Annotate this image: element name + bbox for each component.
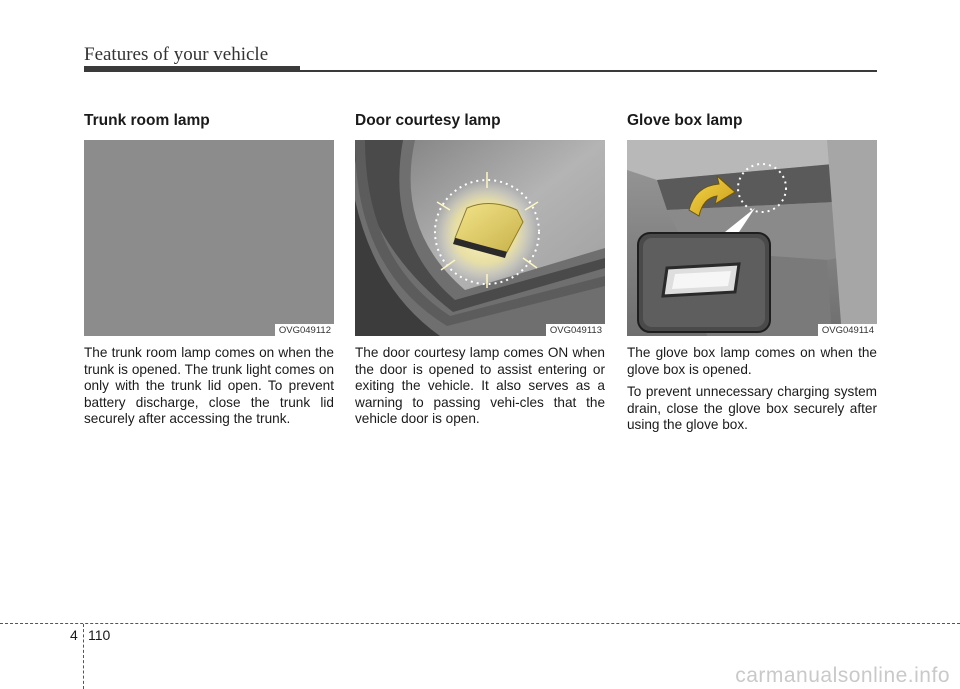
body-paragraph: The trunk room lamp comes on when the trunk is opened. The trunk light comes on only with the trunk lid open. To prevent battery discharge, close the trunk lid securely after accessing the trunk. xyxy=(84,345,334,427)
door-lamp-image xyxy=(355,140,605,336)
section-title: Glove box lamp xyxy=(627,112,743,129)
page-number: 110 xyxy=(88,627,111,643)
body-paragraph: To prevent unnecessary charging system drain, close the glove box securely after using the glove box. xyxy=(627,384,877,433)
glove-box-lamp-figure xyxy=(627,140,877,336)
body-paragraph: The door courtesy lamp comes ON when the door is opened to assist entering or exiting the vehicle. It also serves as a warning to passing vehi-cles that the vehicle door is open. xyxy=(355,345,605,427)
door-lamp-figure xyxy=(355,140,605,336)
glove-box-lamp-image xyxy=(627,140,877,336)
figure-code: OVG049112 xyxy=(275,324,334,336)
header-rule-thin xyxy=(300,70,877,72)
page-header-title: Features of your vehicle xyxy=(84,44,269,65)
trunk-lamp-image xyxy=(84,140,334,336)
figure-code: OVG049113 xyxy=(546,324,605,336)
section-glove-box-lamp xyxy=(627,110,877,440)
footer-divider xyxy=(0,623,960,624)
figure-code: OVG049114 xyxy=(818,324,877,336)
footer-vertical-divider xyxy=(83,624,84,689)
section-body xyxy=(627,345,877,434)
chapter-number: 4 xyxy=(70,627,78,643)
section-body xyxy=(84,345,334,428)
header-rule-thick xyxy=(84,66,300,72)
watermark: carmanualsonline.info xyxy=(735,664,950,687)
section-title: Trunk room lamp xyxy=(84,112,210,129)
section-title: Door courtesy lamp xyxy=(355,112,501,129)
section-door-courtesy-lamp xyxy=(355,110,605,434)
body-paragraph: The glove box lamp comes on when the glove box is opened. xyxy=(627,345,877,377)
trunk-lamp-figure xyxy=(84,140,334,336)
section-body xyxy=(355,345,605,428)
section-trunk-room-lamp xyxy=(84,110,334,434)
